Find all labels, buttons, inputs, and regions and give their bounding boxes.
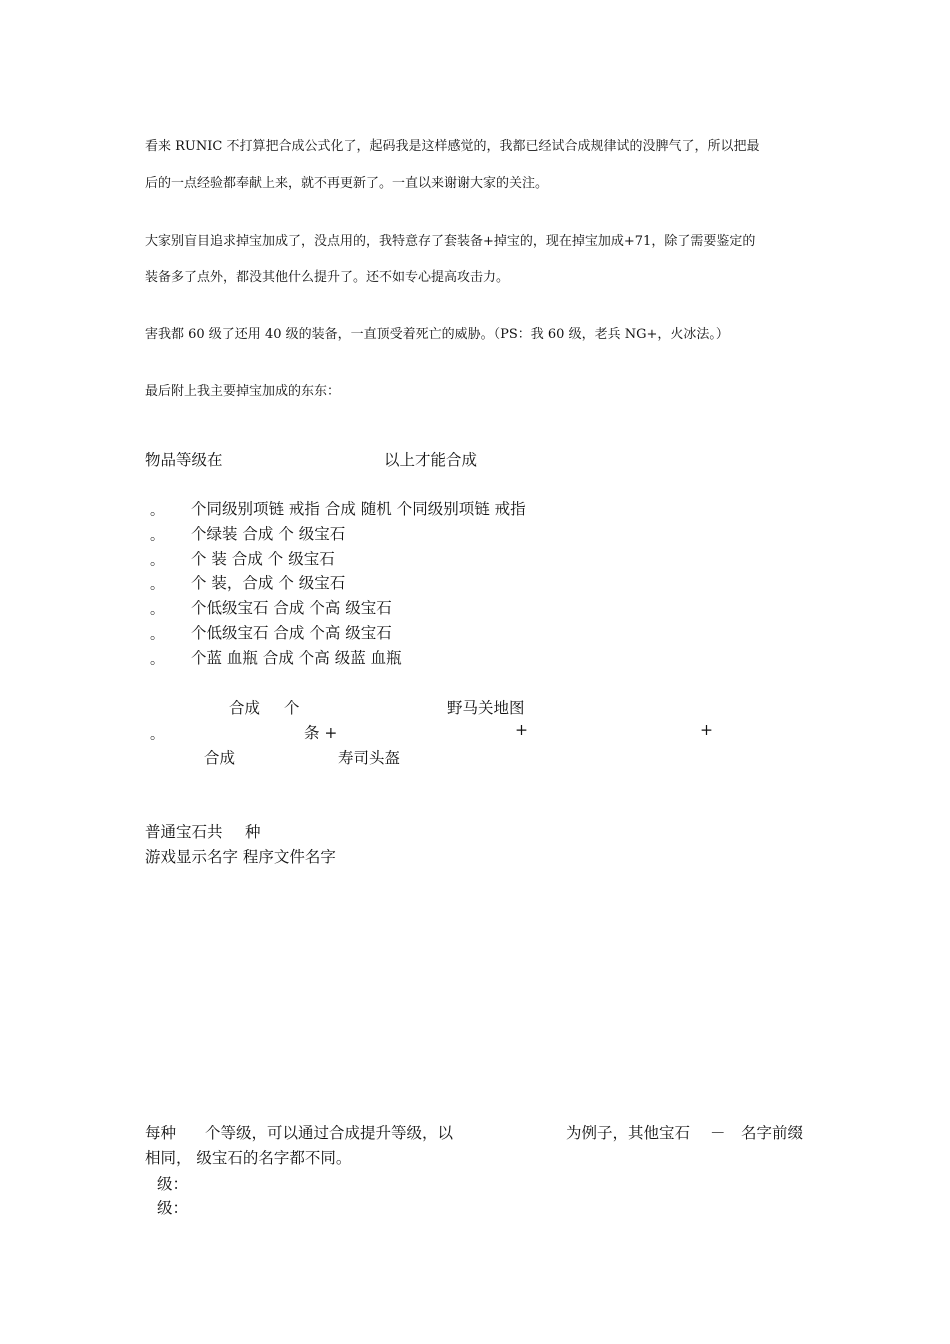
gems-paragraph: 相同， 级宝石的名字都不同。 [145, 1149, 352, 1167]
recipe-bullet: 。 [150, 528, 164, 544]
recipe-bullet: 。 [150, 627, 164, 643]
extra-recipe-text: 野马关地图 [447, 699, 525, 717]
gems-paragraph: 每种 [145, 1124, 177, 1142]
gems-title: 种 [245, 823, 261, 841]
intro-line-1: 看来 RUNIC 不打算把合成公式化了，起码我是这样感觉的，我都已经试合成规律试的没脾气了，所以把最 [145, 139, 760, 154]
extra-recipe-text: 寿司头盔 [338, 749, 401, 767]
extra-recipe-text: + [515, 721, 528, 739]
intro-line-6: 最后附上我主要掉宝加成的东东： [145, 384, 341, 399]
gems-level-label: 级： [157, 1175, 189, 1193]
recipe-bullet: 。 [150, 503, 164, 519]
recipe-bullet: 。 [150, 602, 164, 618]
extra-recipe-text: + [700, 721, 713, 739]
intro-line-5: 害我都 60 级了还用 40 级的装备，一直顶受着死亡的威胁。（PS：我 60 级，老兵 NG+，火冰法。） [145, 327, 729, 342]
intro-line-4: 装备多了点外，都没其他什么提升了。还不如专心提高攻击力。 [145, 270, 510, 285]
recipe-item: 个蓝 血瓶 合成 个高 级蓝 血瓶 [191, 649, 402, 667]
recipe-header-a: 物品等级在 [145, 451, 223, 469]
recipe-bullet: 。 [150, 652, 164, 668]
extra-recipe-text: 合成 [229, 699, 261, 717]
recipe-item: 个 装 合成 个 级宝石 [191, 550, 335, 568]
intro-line-3: 大家别盲目追求掉宝加成了，没点用的，我特意存了套装备+掉宝的，现在掉宝加成+71，除了需要鉴定的 [145, 234, 756, 249]
gems-paragraph: 为例子，其他宝石 [566, 1124, 691, 1142]
recipe-item: 个 装，合成 个 级宝石 [191, 574, 346, 592]
gems-paragraph: 名字前缀 [741, 1124, 804, 1142]
recipe-item: 个绿装 合成 个 级宝石 [191, 525, 346, 543]
recipe-item: 个低级宝石 合成 个高 级宝石 [191, 599, 392, 617]
extra-recipe-text: 合成 [204, 749, 236, 767]
gems-paragraph: 个等级，可以通过合成提升等级，以 [205, 1124, 454, 1142]
recipe-item: 个低级宝石 合成 个高 级宝石 [191, 624, 392, 642]
recipe-header-b: 以上才能合成 [384, 451, 478, 469]
recipe-bullet: 。 [150, 727, 164, 743]
intro-line-2: 后的一点经验都奉献上来，就不再更新了。一直以来谢谢大家的关注。 [145, 176, 549, 191]
recipe-bullet: 。 [150, 577, 164, 593]
gems-level-label: 级： [157, 1199, 189, 1217]
extra-recipe-text: 条 + [304, 724, 338, 742]
gems-paragraph: － [710, 1124, 726, 1142]
gems-title: 普通宝石共 [145, 823, 223, 841]
gems-subtitle: 游戏显示名字 程序文件名字 [145, 848, 336, 866]
extra-recipe-text: 个 [284, 699, 300, 717]
recipe-bullet: 。 [150, 553, 164, 569]
recipe-item: 个同级别项链 戒指 合成 随机 个同级别项链 戒指 [191, 500, 526, 518]
